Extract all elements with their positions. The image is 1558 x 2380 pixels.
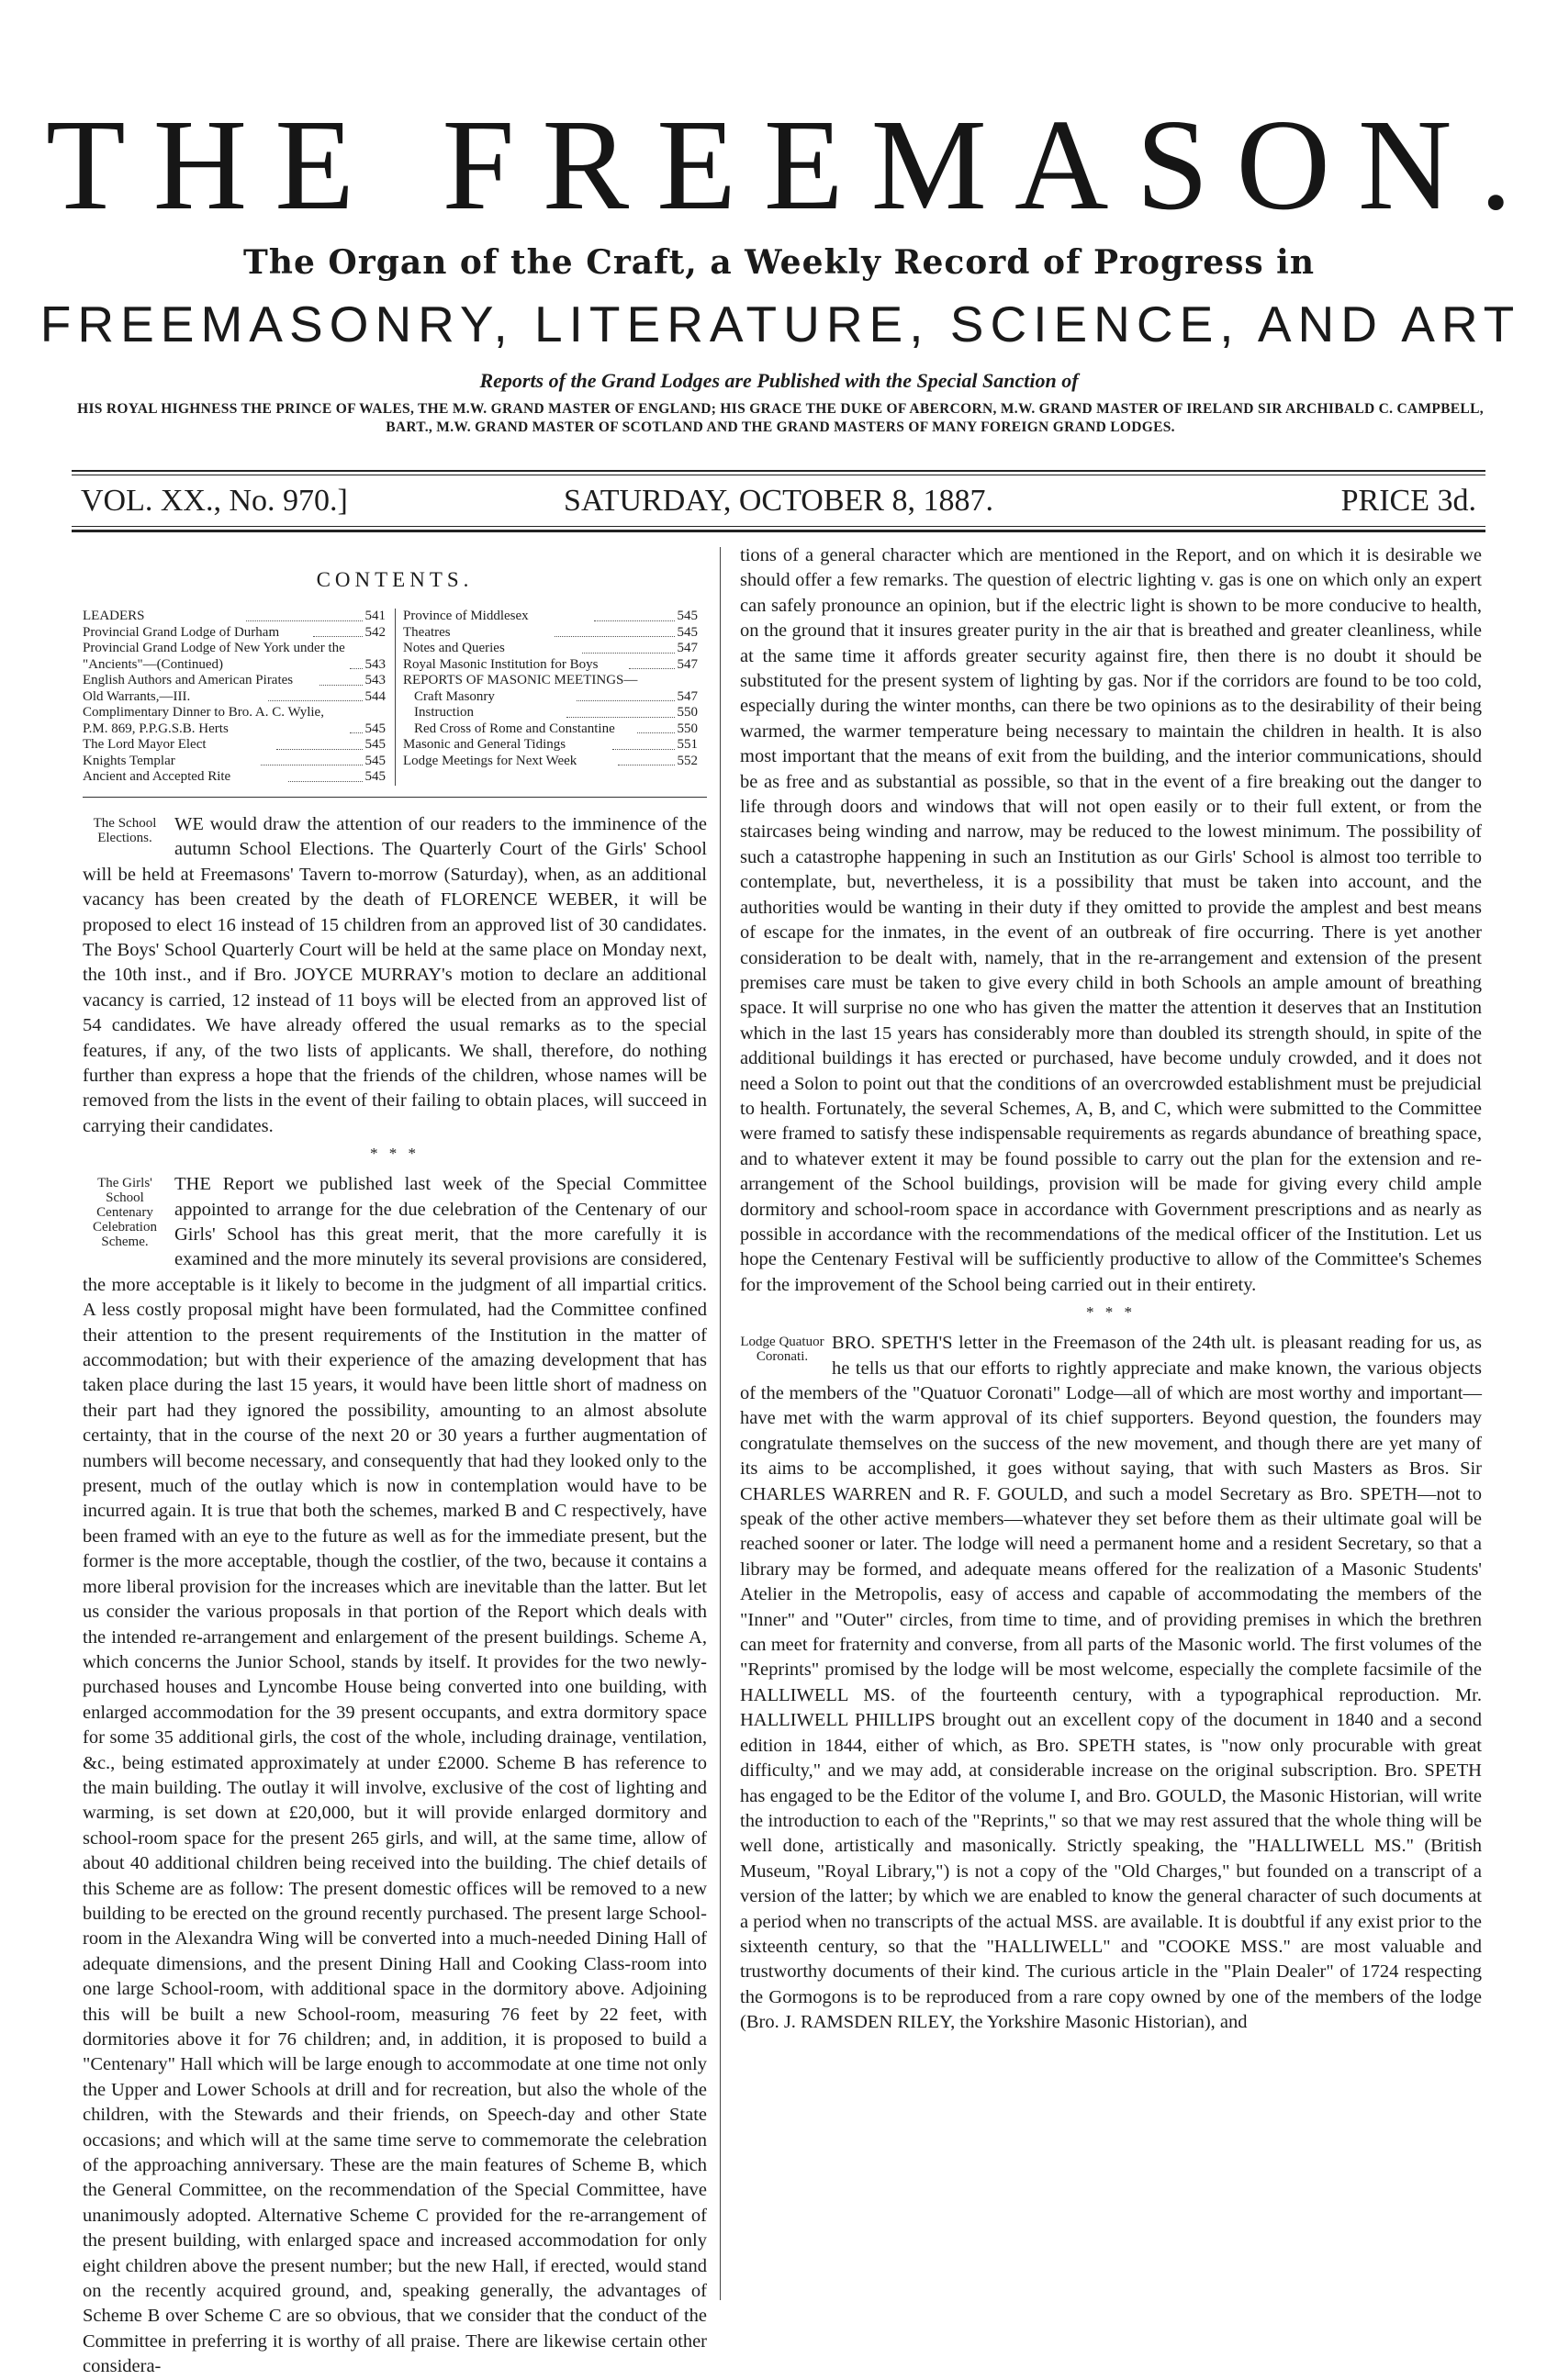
contents-entry-page: 544 <box>364 688 387 704</box>
contents-entry-label: Old Warrants,—III. <box>83 688 191 704</box>
article-centenary-scheme <box>83 1172 707 2380</box>
contents-leader-dots <box>577 700 674 701</box>
issue-rule-bottom <box>72 526 1485 527</box>
contents-title: CONTENTS. <box>316 568 474 591</box>
contents-entry-label: Masonic and General Tidings <box>403 737 566 753</box>
contents-entry-page: 545 <box>364 737 386 753</box>
contents-entry-label: Complimentary Dinner to Bro. A. C. Wylie, P.M. 869, P.P.G.S.B. Herts <box>83 705 324 736</box>
asterism-divider: * * * <box>1086 1303 1136 1322</box>
contents-leader-dots <box>555 636 674 637</box>
contents-entry-label: Notes and Queries <box>403 641 505 656</box>
contents-leader-dots <box>629 668 675 669</box>
contents-entry <box>403 641 698 657</box>
contents-entry-page: 543 <box>364 673 387 688</box>
contents-leader-dots <box>288 781 362 782</box>
contents-entry-label: Provincial Grand Lodge of New York under the "Ancients"—(Continued) <box>83 641 345 672</box>
article-body <box>83 812 707 1139</box>
issue-price: PRICE 3d. <box>1340 484 1476 518</box>
issue-rule-bottom-thick <box>72 530 1485 532</box>
contents-entry <box>403 737 698 754</box>
side-note-centenary-scheme: The Girls' School Centenary Celebration Scheme. <box>93 1176 157 1250</box>
contents-entry-page: 547 <box>677 656 698 672</box>
lead-word: WE <box>174 813 204 834</box>
contents-entry-label: REPORTS OF MASONIC MEETINGS— <box>403 673 638 688</box>
contents-entry-label: Knights Templar <box>83 753 175 768</box>
article-text: Report we published last week of the Special Committee appointed to arrange for the due celebration of the Centenary of our Girls' School has this great merit, that the more carefully it is examined and the more minutely its several provisions are considered, the more acceptable is it likely to become in the judgment of all impartial critics. A less costly proposal might have been formulated, had the Committee confined their attention to the present requirements of the Institution in the matter of accommodation; but with their experience of the amazing development that has taken place during the last 15 years, it would have been little short of madness on their part had they ignored the possibility, amounting to an almost absolute certainty, that in the course of the next 20 or 30 years a further augmentation of numbers will become necessary, and consequently that had they looked only to the present, much of the outlay which is now in contemplation would have to be incurred again. It is true that both the schemes, marked B and C respectively, have been framed with an eye to the future as well as for the immediate present, but the former is the more acceptable, though the costlier, of the two, because it contains a more liberal provision for the increases which are inevitable than the latter. But let us consider the various proposals in that portion of the Report which deals with the intended re-arrangement and enlargement of the present buildings. Scheme A, which concerns the Junior School, stands by itself. It provides for the two newly-purchased houses and Lyncombe House being converted into one building, with enlarged accommodation for the 39 present occupants, and extra dormitory space for some 35 additional girls, the cost of the whole, including drainage, ventilation, &c., being estimated approximately at under £2000. Scheme B has reference to the main building. The outlay it will involve, exclusive of the cost of lighting and warming, is set down at £20,000, but it will provide enlarged dormitory and school-room space for the present 265 girls, and will, at the same time, allow of about 40 additional children being received into the building. The chief details of this Scheme are as follow: The present domestic offices will be removed to a new building to be erected on the ground recently purchased. The present large School-room in the Alexandra Wing will be converted into a much-needed Dining Hall of adequate dimensions, and the present Dining Hall and Cooking Class-room into one large School-room, with additional space in the dormitory above. Adjoining this will be built a new School-room, measuring 76 feet by 22 feet, with dormitories above it for 76 children; and, in addition, it is proposed to build a "Centenary" Hall which will be large enough to accommodate at one time not only the Upper and Lower Schools at drill and for recreation, but also the whole of the children, with the Stewards and their friends, on Speech-day and other State occasions; and which will at the same time serve to commemorate the celebration of the approaching anniversary. These are the main features of Scheme B, which the General Committee, on the recommendation of the Special Committee, have unanimously adopted. Alternative Scheme C provided for the re-arrangement of the present building, with enlarged space and increased accommodation for only eight children above the present number; but the new Hall, if erected, would stand on the recently acquired ground, and, speaking generally, the advantages of Scheme B over Scheme C are so obvious, that we consider that the conduct of the Committee in preferring it is worthy of all praise. There are likewise certain other considera- <box>83 1174 707 2377</box>
contents-entry-label: The Lord Mayor Elect <box>83 737 207 753</box>
article-continuation: tions of a general character which are mentioned in the Report, and on which it is desirable we should offer a few remarks. The question of electric lighting v. gas is one on which only an expert can safely pronounce an opinion, but if the electric light is shown to be more conducive to health, on the ground that it insures greater purity in the air that is breathed and greater cleanliness, while at the same time it affords greater security against fire, then there is no doubt it should be substituted for the present system of lighting by gas. Nor if the corridors are found to be too cold, especially during the winter months, can there be two opinions as to the desirability of their being warmed, the warmer temperature being necessary to maintain the children in health. It is also most important that the means of exit from the building, and the interior communications, should be as free and as substantial as possible, so that in the event of a fire breaking out the danger to life through doors and windows that will not open easily or to their full extent, or from the staircases being winding and narrow, may be reduced to the lowest minimum. The possibility of such a catastrophe happening in such an Institution as our Girls' School is almost too terrible to contemplate, but, nevertheless, it is a possibility that must be taken into account, and the authorities would be wanting in their duty if they omitted to provide the amplest and best means of escape for the inmates, in the event of an outbreak of fire occurring. There is yet another consideration to be dealt with, namely, that in the re-arrangement and extension of the present premises care must be taken to give every child in both Schools an ample amount of breathing space. It will surprise no one who has given the matter the attention it deserves that an Institution which in the last 15 years has considerably more than doubled its strength should, in spite of the additional buildings it has erected or purchased, have become unduly crowded, and it does not need a Solon to point out that the conditions of an overcrowded establishment must be prejudicial to health. Fortunately, the several Schemes, A, B, and C, which were submitted to the Committee were framed to satisfy these indispensable requirements as regards abundance of breathing space, and to whatever extent it may be found possible to carry out the plan for the extension and re-arrangement of the School buildings, provision will be made for giving every child ample dormitory and school-room space in accordance with Government prescriptions and as nearly as possible in accordance with the recommendations of the medical officer of the Institution. Let us hope the Centenary Festival will be sufficiently productive to allow of the Committee's Schemes for the improvement of the School being carried out in their entirety. <box>740 545 1482 1295</box>
contents-leader-dots <box>313 636 363 637</box>
contents-leader-dots <box>637 732 675 733</box>
contents-leader-dots <box>246 620 363 621</box>
contents-entry-page: 550 <box>677 721 699 736</box>
contents-entry-page: 551 <box>677 737 699 753</box>
contents-entry <box>83 754 386 770</box>
contents-entry <box>83 673 386 689</box>
contents-entry <box>403 705 698 721</box>
contents-entry-label: Red Cross of Rome and Constantine <box>414 721 615 736</box>
issue-bar <box>81 483 1476 520</box>
lead-word: THE <box>174 1174 211 1195</box>
contents-leader-dots <box>612 749 675 750</box>
masthead-title: THE FREEMASON. <box>45 92 1541 237</box>
column-divider <box>720 547 721 2300</box>
contents-entry-label: Ancient and Accepted Rite <box>83 769 231 785</box>
contents-entry <box>403 673 698 689</box>
contents-leader-dots <box>582 653 675 654</box>
contents-entry-label: Craft Masonry <box>414 688 495 704</box>
article-text: would draw the attention of our readers to the imminence of the autumn School Elections. The Quarterly Court of the Girls' School will be held at Freemasons' Tavern to-morrow (Saturday), when, as an additional vacancy has been created by the death of FLORENCE WEBER, it will be proposed to elect 16 instead of 15 children from an approved list of 30 candidates. The Boys' School Quarterly Court will be held at the same place on Monday next, the 10th inst., and if Bro. JOYCE MURRAY's motion to declare an additional vacancy is carried, 12 instead of 11 boys will be elected from an approved list of 54 candidates. We have already offered the usual remarks as to the special features, if any, of the two lists of applicants. We shall, therefore, do nothing further than express a hope that the friends of the children, whose names will be removed from the lists in the event of their failing to obtain places, will succeed in carrying their candidates. <box>83 813 707 1136</box>
masthead-sanction: Reports of the Grand Lodges are Published with the Special Sanction of <box>479 369 1079 392</box>
contents-entry-page: 552 <box>677 753 699 768</box>
contents-entry-page: 542 <box>364 624 387 640</box>
contents-entry <box>83 609 386 625</box>
contents-entry-page: 545 <box>364 769 387 785</box>
contents-leader-dots <box>268 700 362 701</box>
masthead-patrons: HIS ROYAL HIGHNESS THE PRINCE OF WALES, THE M.W. GRAND MASTER OF ENGLAND; HIS GRACE THE DUKE OF ABERCORN, M.W. GRAND MASTER OF IRELAND SIR ARCHIBALD C. CAMPBELL, BART., M.W. GRAND MASTER OF SCOTLAND AND THE GRAND MASTERS OF MANY FOREIGN GRAND LODGES. <box>77 401 1484 435</box>
contents-entry <box>403 721 698 738</box>
masthead-rule-top <box>72 470 1485 472</box>
article-body <box>83 1172 707 2380</box>
contents-entry-label: Instruction <box>414 705 474 721</box>
article-text: letter in the Freemason of the 24th ult. is pleasant reading for us, as he tells us that our efforts to rightly appreciate and make known, the various objects of the members of the "Quatuor Coronati" Lodge—all of which are most worthy and important—have met with the warm approval of its chief supporters. Beyond question, the founders may congratulate themselves on the success of the new movement, and though there are yet many of its aims to be accomplished, it goes without saying, that with such Masters as Bros. Sir CHARLES WARREN and R. F. GOULD, and such a model Secretary as Bro. SPETH—not to speak of the other active members—whatever they set before them as their ultimate goal will be reached sooner or later. The lodge will need a permanent home and a resident Secretary, so that a library may be formed, and adequate means offered for the realization of a Masonic Students' Atelier in the Metropolis, easy of access and capable of accommodating the members of the "Inner" and "Outer" circles, from time to time, and of providing premises in which the brethren can meet for fraternity and converse, from all parts of the Masonic world. The first volumes of the "Reprints" promised by the lodge will be most welcome, especially the complete facsimile of the HALLIWELL MS. of the fourteenth century, with a typographical reproduction. Mr. HALLIWELL PHILLIPS brought out an excellent copy of the document in 1840 and a second edition in 1844, either of which, as Bro. SPETH states, is "now only procurable with great difficulty," and we may add, at considerable increase on the original subscription. Bro. SPETH has engaged to be the Editor of the volume I, and Bro. GOULD, the Masonic Historian, will write the introduction to each of the "Reprints," so that we may rest assured that the whole thing will be well done, artistically and masonically. Strictly speaking, the "HALLIWELL MS." (British Museum, "Royal Library,") is not a copy of the "Old Charges," but founded on a transcript of a version of the latter; by which we are enabled to know the general character of such documents at a period when no transcripts of the actual MSS. are available. It is doubtful if any exist prior to the sixteenth century, so that the "HALLIWELL" and "COOKE MSS." are most valuable and trustworthy documents of their kind. The curious article in the "Plain Dealer" of 1724 respecting the Gormogons is to be reproduced from a rare copy owned by one of the members of the lodge (Bro. J. RAMSDEN RILEY, the Yorkshire Masonic Historian), and <box>740 1333 1482 2033</box>
contents-leader-dots <box>594 620 675 621</box>
contents-entry-label: Theatres <box>403 624 451 640</box>
contents-entry-page: 545 <box>364 753 386 768</box>
contents-entry-page: 550 <box>677 705 698 721</box>
contents-entry-page: 541 <box>364 609 386 624</box>
contents-entry <box>403 754 698 770</box>
contents-entry <box>403 625 698 642</box>
left-column <box>83 542 707 2380</box>
contents-leader-dots <box>276 749 362 750</box>
masthead-subject-line: FREEMASONRY, LITERATURE, SCIENCE, AND ART <box>39 296 1521 352</box>
article-school-elections <box>83 812 707 1139</box>
contents-leader-dots <box>350 732 363 733</box>
contents-entry-page: 543 <box>364 656 386 672</box>
article-lodge-quatuor-coronati <box>740 1331 1482 2035</box>
contents-left-column <box>83 609 395 786</box>
right-column <box>740 543 1482 2036</box>
contents-leader-dots <box>319 685 362 686</box>
contents-entry-label: English Authors and American Pirates <box>83 673 294 688</box>
contents-entry-label: Royal Masonic Institution for Boys <box>403 656 599 672</box>
masthead-subtitle: The Organ of the Craft, a Weekly Record of Progress in <box>242 243 1316 282</box>
side-note-school-elections: The School Elections. <box>93 815 157 845</box>
contents-entry <box>83 737 386 754</box>
article-body <box>740 1331 1482 2035</box>
contents-entry-page: 547 <box>677 641 698 656</box>
issue-date: SATURDAY, OCTOBER 8, 1887. <box>564 484 993 518</box>
contents-entry <box>83 689 386 706</box>
contents-entry <box>403 609 698 625</box>
contents-entry-page: 545 <box>677 624 699 640</box>
contents-entry-page: 547 <box>677 688 698 704</box>
contents-entry-page: 545 <box>364 721 386 736</box>
contents-entry <box>83 705 386 737</box>
side-note-lodge-quatuor-coronati: Lodge Quatuor Coronati. <box>740 1335 824 1365</box>
contents-leader-dots <box>566 717 675 718</box>
issue-volume: VOL. XX., No. 970.] <box>81 484 348 518</box>
contents-entry-label: LEADERS <box>83 609 145 624</box>
asterism-divider: * * * <box>370 1145 420 1163</box>
contents-entry-label: Province of Middlesex <box>403 609 529 624</box>
contents-entry <box>403 657 698 674</box>
contents-table <box>83 609 707 786</box>
contents-entry <box>403 689 698 706</box>
contents-entry-label: Lodge Meetings for Next Week <box>403 753 577 768</box>
contents-entry <box>83 641 386 673</box>
contents-right-column <box>395 609 707 786</box>
contents-entry <box>83 625 386 642</box>
lead-word: BRO. SPETH'S <box>832 1333 953 1354</box>
contents-entry <box>83 769 386 786</box>
contents-leader-dots <box>350 668 362 669</box>
contents-rule <box>83 797 707 798</box>
contents-entry-label: Provincial Grand Lodge of Durham <box>83 624 280 640</box>
contents-entry-page: 545 <box>677 609 699 624</box>
